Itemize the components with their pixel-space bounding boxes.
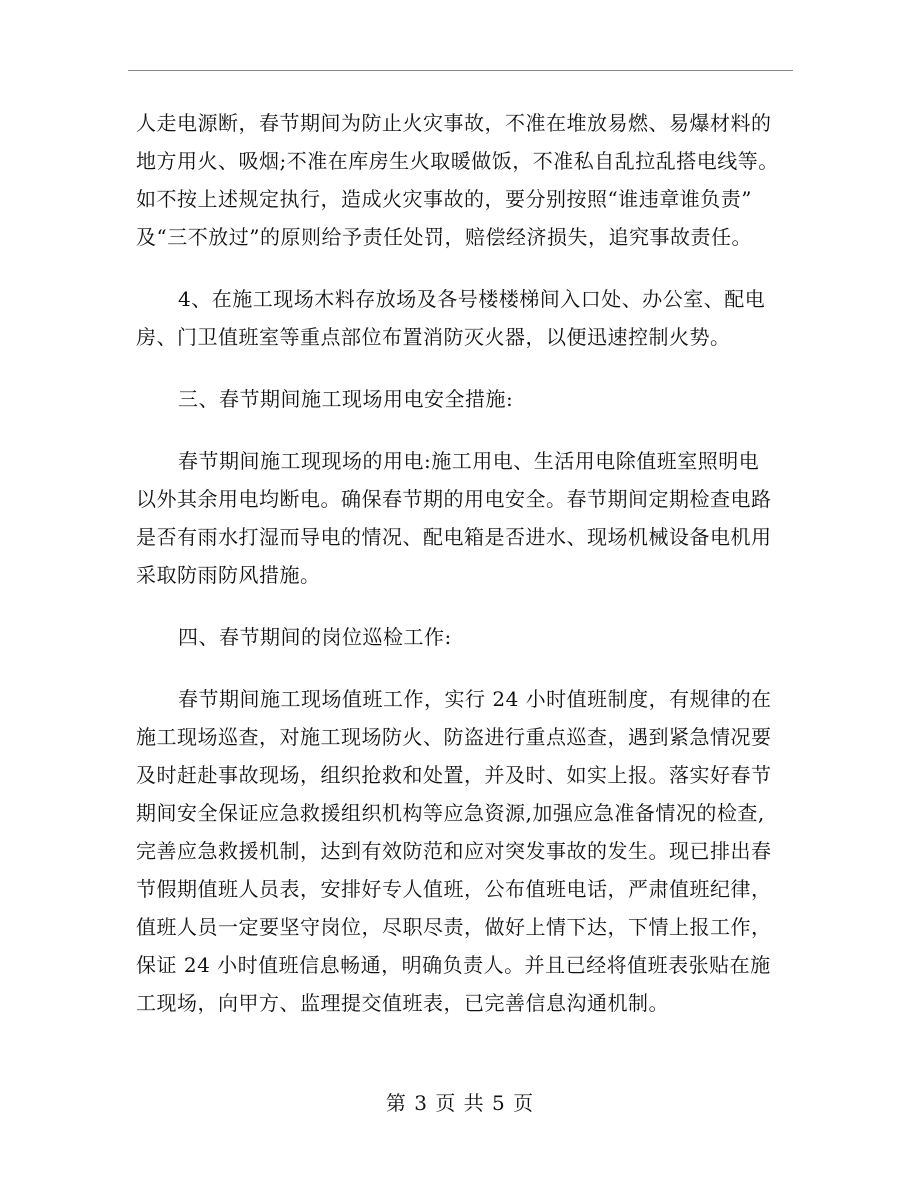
text-line: 采取防雨防风措施。 xyxy=(136,563,321,587)
text-line: 保证 24 小时值班信息畅通，明确负责人。并且已经将值班表张贴在施 xyxy=(136,953,771,977)
text-line: 4、在施工现场木料存放场及各号楼楼梯间入口处、办公室、配电 xyxy=(178,287,766,311)
text-line: 春节期间施工现场值班工作，实行 24 小时值班制度，有规律的在 xyxy=(178,687,772,711)
text-line: 及时赶赴事故现场，组织抢救和处置，并及时、如实上报。落实好春节 xyxy=(136,763,772,787)
document-body xyxy=(136,104,796,1022)
text-line: 春节期间施工现现场的用电:施工用电、生活用电除值班室照明电 xyxy=(178,449,760,473)
paragraph-gap xyxy=(136,356,796,380)
paragraph-gap xyxy=(136,656,796,680)
section-heading-patrol xyxy=(136,618,796,656)
page-number-footer: 第 3 页 共 5 页 xyxy=(385,1091,535,1115)
text-line: 人走电源断，春节期间为防止火灾事故，不准在堆放易燃、易爆材料的 xyxy=(136,111,772,135)
paragraph-gap xyxy=(136,256,796,280)
paragraph-patrol-duty xyxy=(136,680,796,1022)
text-line: 施工现场巡查，对施工现场防火、防盗进行重点巡查，遇到紧急情况要 xyxy=(136,725,772,749)
section-heading-electrical-safety xyxy=(136,380,796,418)
paragraph-electrical-safety xyxy=(136,442,796,594)
text-line: 四、春节期间的岗位巡检工作: xyxy=(178,625,452,649)
text-line: 房、门卫值班室等重点部位布置消防灭火器，以便迅速控制火势。 xyxy=(136,325,731,349)
text-line: 工现场，向甲方、监理提交值班表，已完善信息沟通机制。 xyxy=(136,991,669,1015)
paragraph-gap xyxy=(136,418,796,442)
text-line: 是否有雨水打湿而导电的情况、配电箱是否进水、现场机械设备电机用 xyxy=(136,525,772,549)
paragraph-extinguishers xyxy=(136,280,796,356)
text-line: 地方用火、吸烟;不准在库房生火取暖做饭，不准私自乱拉乱搭电线等。 xyxy=(136,149,779,173)
text-line: 三、春节期间施工现场用电安全措施: xyxy=(178,387,514,411)
text-line: 完善应急救援机制，达到有效防范和应对突发事故的发生。现已排出春 xyxy=(136,839,772,863)
text-line: 及“三不放过”的原则给予责任处罚，赔偿经济损失，追究事故责任。 xyxy=(136,225,752,249)
paragraph-fire-rules xyxy=(136,104,796,256)
text-line: 以外其余用电均断电。确保春节期的用电安全。春节期间定期检查电路 xyxy=(136,487,772,511)
text-line: 如不按上述规定执行，造成火灾事故的，要分别按照“谁违章谁负责” xyxy=(136,187,752,211)
text-line: 值班人员一定要坚守岗位，尽职尽责，做好上情下达，下情上报工作， xyxy=(136,915,772,939)
text-line: 期间安全保证应急救援组织机构等应急资源,加强应急准备情况的检查, xyxy=(136,801,765,825)
text-line: 节假期值班人员表，安排好专人值班，公布值班电话，严肃值班纪律， xyxy=(136,877,772,901)
paragraph-gap xyxy=(136,594,796,618)
header-rule xyxy=(128,70,793,71)
